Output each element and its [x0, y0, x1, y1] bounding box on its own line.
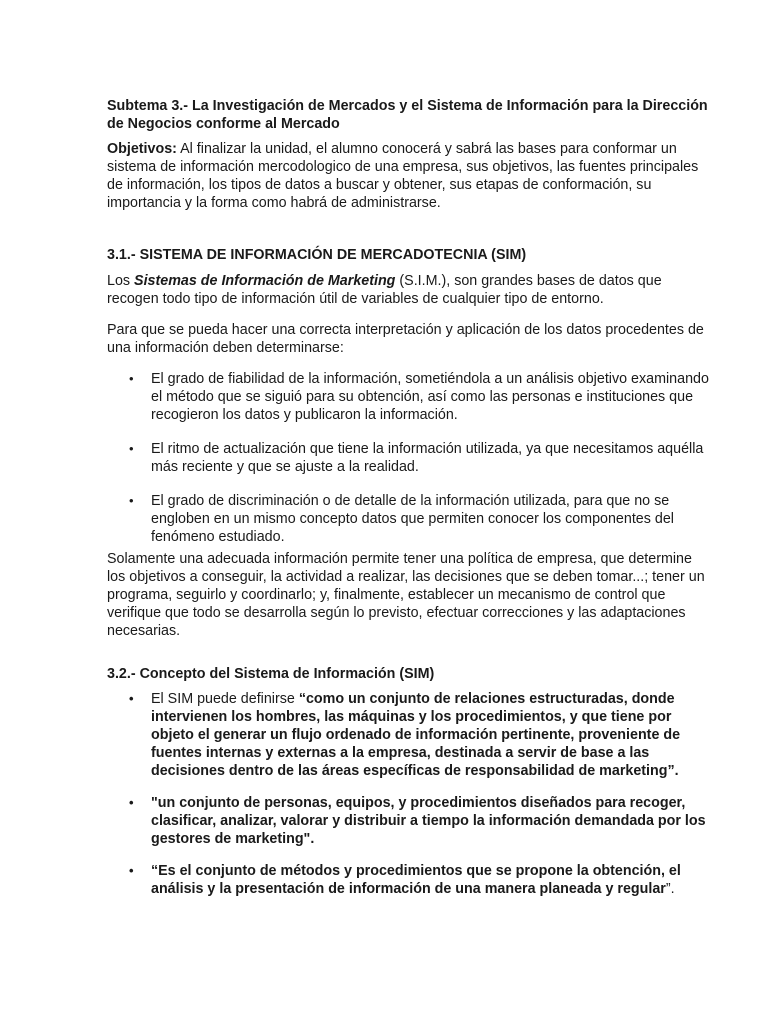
list-item: [107, 794, 713, 848]
list-item: [107, 690, 713, 780]
list-item-text: El grado de discriminación o de detalle de la información utilizada, para que no se engloben en un mismo concepto datos que permiten conocer los componentes del fenómeno estudiado.: [151, 493, 674, 545]
definition-quote: "un conjunto de personas, equipos, y procedimientos diseñados para recoger, clasificar, analizar, valorar y distribuir a tiempo la información demandada por los gestores de marketing".: [151, 795, 706, 847]
sim-rest-text: (S.I.M.), son grandes bases de datos que recogen todo tipo de información útil de variables de cualquier tipo de entorno.: [107, 273, 662, 307]
criteria-list: [107, 370, 713, 546]
bullet-icon: •: [129, 493, 134, 508]
sim-intro-text: Los: [107, 273, 135, 289]
definition-quote: “Es el conjunto de métodos y procedimientos que se propone la obtención, el análisis y la presentación de información de una manera planeada y regular: [151, 863, 681, 897]
interpretation-paragraph: Para que se pueda hacer una correcta interpretación y aplicación de los datos procedentes de una información deben determinarse:: [107, 322, 704, 356]
objetivos-text: Al finalizar la unidad, el alumno conocerá y sabrá las bases para conformar un sistema de información mercodologico de una empresa, sus objetivos, las fuentes principales de información, los tipos de datos a buscar y obtener, sus etapas de conformación, su importancia y la forma como habrá de administrarse.: [107, 141, 699, 211]
bullet-icon: •: [129, 795, 134, 810]
subtema-title: Subtema 3.- La Investigación de Mercados y el Sistema de Información para la Dirección de Negocios conforme al Mercado: [107, 98, 708, 132]
objetivos-label: Objetivos:: [107, 141, 177, 157]
list-item-text: El grado de fiabilidad de la información, sometiéndola a un análisis objetivo examinando el método que se siguió para su obtención, así como las personas e instituciones que recogieron los datos y publicaron la información.: [151, 371, 709, 423]
sim-emphasis: Sistemas de Información de Marketing: [134, 273, 396, 289]
definitions-list: [107, 690, 713, 898]
section-3-1-heading: 3.1.- SISTEMA DE INFORMACIÓN DE MERCADOTECNIA (SIM): [107, 247, 527, 263]
list-item: [107, 370, 713, 424]
list-item: [107, 440, 713, 476]
section-3-2-heading: 3.2.- Concepto del Sistema de Información (SIM): [107, 666, 435, 682]
definition-intro: El SIM puede definirse: [151, 691, 299, 707]
bullet-icon: •: [129, 863, 134, 878]
bullet-icon: •: [129, 371, 134, 386]
definition-quote: “como un conjunto de relaciones estructuradas, donde intervienen los hombres, las máquinas y los procedimientos, y que tiene por objeto el generar un flujo ordenado de información pertinente, proveniente de fuentes internas y externas a la empresa, destinada a servir de base a las decisiones dentro de las áreas específicas de responsabilidad de marketing”.: [151, 691, 681, 779]
list-item-text: El ritmo de actualización que tiene la información utilizada, ya que necesitamos aquélla más reciente y que se ajuste a la realidad.: [151, 441, 704, 475]
bullet-icon: •: [129, 441, 134, 456]
list-item: [107, 492, 713, 546]
sim-definition-paragraph: [107, 272, 713, 308]
list-item: [107, 862, 713, 898]
quote-close: ”.: [665, 881, 675, 897]
policy-paragraph: Solamente una adecuada información permite tener una política de empresa, que determine los objetivos a conseguir, la actividad a realizar, las decisiones que se deben tomar...; tener un programa, seguirlo y coordinarlo; y, finalmente, establecer un mecanismo de control que verifique que todo se desarrolla según lo previsto, efectuar correcciones y las adaptaciones necesarias.: [107, 551, 705, 639]
bullet-icon: •: [129, 691, 134, 706]
objetivos-paragraph: [107, 140, 713, 212]
